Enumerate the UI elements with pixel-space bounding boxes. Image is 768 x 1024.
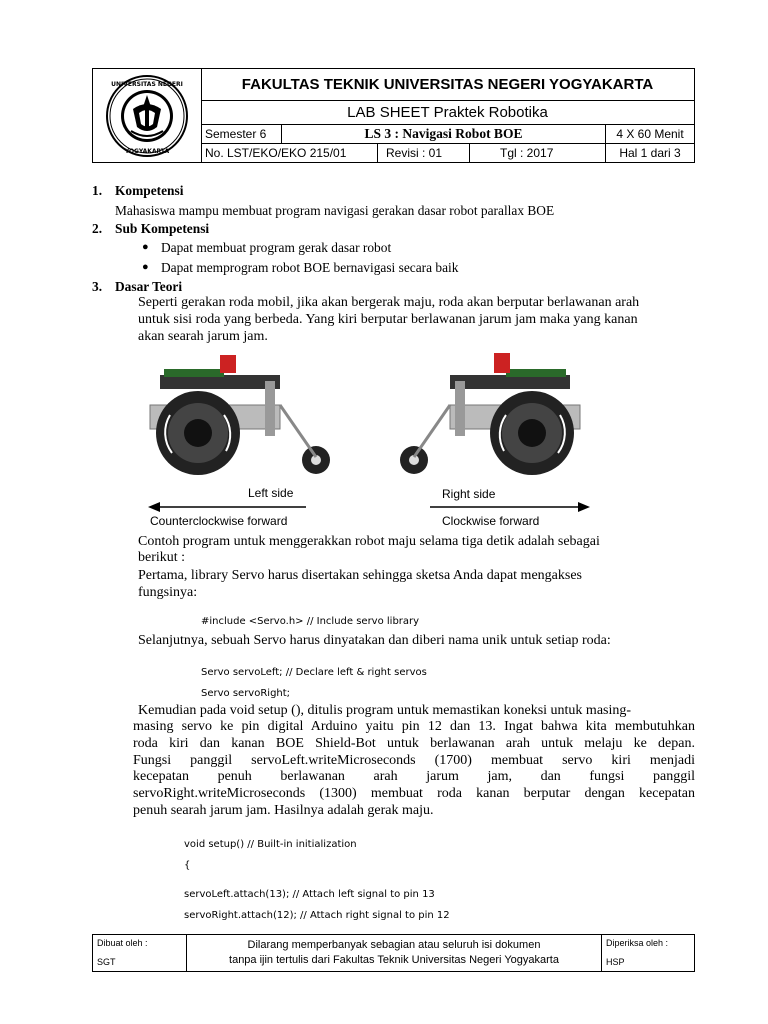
example-paragraph-line: berikut : xyxy=(138,550,186,565)
copyright-notice-line: tanpa ijin tertulis dari Fakultas Teknik Universitas Negeri Yogyakarta xyxy=(229,954,559,966)
lab-topic: LS 3 : Navigasi Robot BOE xyxy=(282,125,606,143)
page-number: Hal 1 dari 3 xyxy=(619,146,681,160)
bullet-icon: ● xyxy=(142,261,149,273)
date: Tgl : 2017 xyxy=(470,144,606,162)
robot-wheel-figure xyxy=(140,345,590,535)
setup-paragraph-line: Kemudian pada void setup (), ditulis program untuk memastikan koneksi untuk masing- xyxy=(138,703,632,718)
bullet-icon: ● xyxy=(142,241,149,253)
code-include-line: #include <Servo.h> // Include servo library xyxy=(201,616,420,627)
left-arrow-icon xyxy=(148,501,308,513)
code-line: servoLeft.attach(13); // Attach left signal to pin 13 xyxy=(184,889,435,900)
sub-competency-item: Dapat memprogram robot BOE bernavigasi secara baik xyxy=(161,260,459,275)
sub-competency-item: Dapat membuat program gerak dasar robot xyxy=(161,240,392,255)
robot-left-side-illustration xyxy=(140,345,340,485)
example-paragraph-line: fungsinya: xyxy=(138,585,198,600)
section-3-title: Dasar Teori xyxy=(115,279,183,294)
setup-paragraph-line: Fungsi panggil servoLeft.writeMicroseconds (1700) membuat servo kiri menjadi xyxy=(133,753,695,768)
footer-table xyxy=(92,934,695,972)
header-row-meta2 xyxy=(201,144,694,162)
section-3-number: 3. xyxy=(92,279,103,294)
counterclockwise-caption: Counterclockwise forward xyxy=(150,514,288,528)
theory-paragraph-line: akan searah jarum jam. xyxy=(138,329,268,344)
header-row-sheet-title xyxy=(201,101,694,125)
made-by-initials: SGT xyxy=(97,957,116,967)
institution-name: FAKULTAS TEKNIK UNIVERSITAS NEGERI YOGYAKARTA xyxy=(241,76,654,93)
example-paragraph-line: Pertama, library Servo harus disertakan sehingga sketsa Anda dapat mengakses xyxy=(138,568,582,583)
section-1-text: Mahasiswa mampu membuat program navigasi gerakan dasar robot parallax BOE xyxy=(115,203,555,218)
made-by-label: Dibuat oleh : xyxy=(97,938,148,948)
header-table xyxy=(92,68,695,163)
theory-paragraph-line: Seperti gerakan roda mobil, jika akan bergerak maju, roda akan berputar berlawanan arah xyxy=(138,295,640,310)
servo-declaration-paragraph: Selanjutnya, sebuah Servo harus dinyatakan dan diberi nama unik untuk setiap roda: xyxy=(138,633,611,648)
section-2-number: 2. xyxy=(92,221,103,236)
setup-paragraph-line: roda kiri dan kanan BOE Shield-Bot untuk berlawanan arah untuk melaju ke depan. xyxy=(133,736,695,751)
setup-paragraph-line: servoRight.writeMicroseconds (1300) membuat roda kanan berputar dengan kecepatan xyxy=(133,786,695,801)
code-line: { xyxy=(184,860,191,871)
code-line: Servo servoLeft; // Declare left & right servos xyxy=(201,667,427,678)
footer-checked-by-cell xyxy=(601,935,694,971)
svg-text:YOGYAKARTA: YOGYAKARTA xyxy=(124,148,170,155)
robot-right-side-illustration xyxy=(390,345,590,485)
revision: Revisi : 01 xyxy=(378,144,470,162)
code-line: Servo servoRight; xyxy=(201,688,291,699)
setup-paragraph-line: kecepatan penuh berlawanan arah jarum jam, dan fungsi panggil xyxy=(133,769,695,784)
right-arrow-icon xyxy=(430,501,590,513)
code-line: servoRight.attach(12); // Attach right signal to pin 12 xyxy=(184,910,450,921)
example-paragraph-line: Contoh program untuk menggerakkan robot maju selama tiga detik adalah sebagai xyxy=(138,534,600,549)
sheet-title: LAB SHEET Praktek Robotika xyxy=(347,104,548,121)
checked-by-label: Diperiksa oleh : xyxy=(606,938,669,948)
svg-text:UNIVERSITAS NEGERI: UNIVERSITAS NEGERI xyxy=(111,81,183,88)
document-number: No. LST/EKO/EKO 215/01 xyxy=(201,144,378,162)
footer-made-by-cell xyxy=(93,935,187,971)
copyright-notice-line: Dilarang memperbanyak sebagian atau seluruh isi dokumen xyxy=(247,939,541,951)
code-line: void setup() // Built-in initialization xyxy=(184,839,357,850)
duration: 4 X 60 Menit xyxy=(616,127,684,141)
section-1-title: Kompetensi xyxy=(115,183,184,198)
header-row-meta1 xyxy=(201,125,694,144)
clockwise-caption: Clockwise forward xyxy=(442,514,540,528)
right-side-label: Right side xyxy=(442,487,496,501)
university-seal-logo xyxy=(93,69,201,162)
setup-paragraph-line: masing servo ke pin digital Arduino yaitu pin 12 dan 13. Ingat bahwa kita membutuhkan xyxy=(133,719,695,734)
semester: Semester 6 xyxy=(201,125,282,143)
section-1-number: 1. xyxy=(92,183,103,198)
checked-by-initials: HSP xyxy=(606,957,625,967)
logo-cell xyxy=(93,69,202,162)
header-row-institution xyxy=(201,69,694,101)
left-side-label: Left side xyxy=(248,486,294,500)
setup-paragraph-line: penuh searah jarum jam. Hasilnya adalah gerak maju. xyxy=(133,803,434,818)
theory-paragraph-line: untuk sisi roda yang berbeda. Yang kiri berputar berlawanan jarum jam maka yang kanan xyxy=(138,312,638,327)
section-2-title: Sub Kompetensi xyxy=(115,221,210,236)
